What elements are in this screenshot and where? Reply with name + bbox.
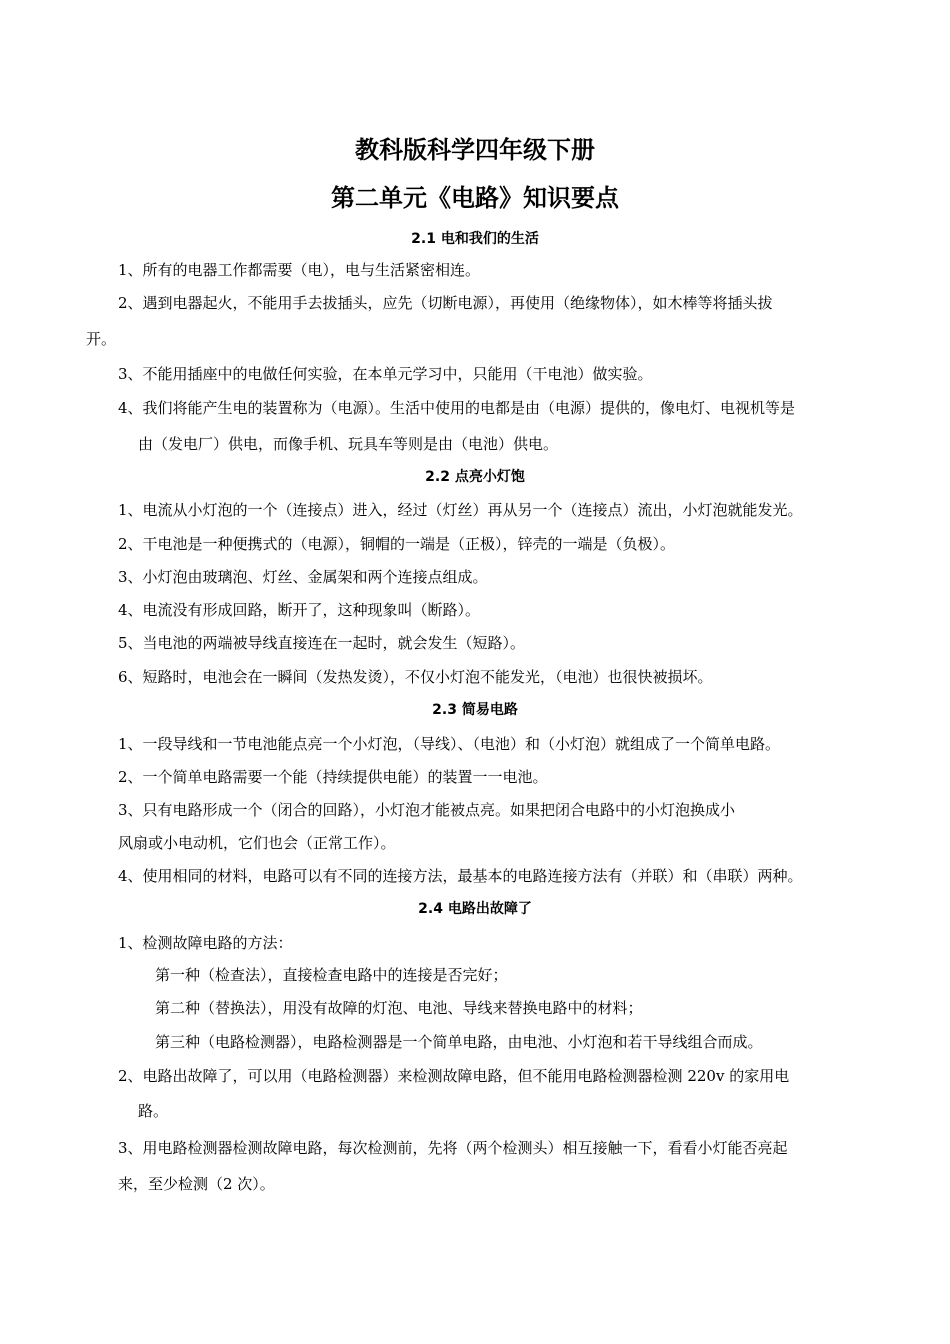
paragraph-2-1-item-2-cont: 开。: [86, 330, 117, 348]
paragraph-2-2-item-2: 2、干电池是一种便携式的（电源），铜帽的一端是（正极），锌壳的一端是（负极）。: [118, 535, 676, 553]
paragraph-2-1-item-3: 3、不能用插座中的电做任何实验，在本单元学习中，只能用（干电池）做实验。: [118, 365, 653, 383]
section-heading-2-3: 2.3 简易电路: [432, 702, 518, 718]
paragraph-2-1-item-4-cont: 由（发电厂）供电，而像手机、玩具车等则是由（电池）供电。: [138, 435, 559, 453]
paragraph-2-2-item-5: 5、当电池的两端被导线直接连在一起时，就会发生（短路）。: [118, 634, 526, 652]
method-3: 第三种（电路检测器），电路检测器是一个简单电路，由电池、小灯泡和若干导线组合而成。: [155, 1033, 763, 1051]
paragraph-2-3-item-3: 3、只有电路形成一个（闭合的回路），小灯泡才能被点亮。如果把闭合电路中的小灯泡换成小: [118, 801, 736, 819]
paragraph-2-2-item-6: 6、短路时，电池会在一瞬间（发热发烫），不仅小灯泡不能发光，（电池）也很快被损坏。: [118, 668, 713, 686]
paragraph-2-4-item-2-cont: 路。: [138, 1102, 169, 1120]
paragraph-2-1-item-2: 2、遇到电器起火，不能用手去拔插头，应先（切断电源），再使用（绝缘物体），如木棒等将插头拔: [118, 294, 773, 312]
document-subtitle: 第二单元《电路》知识要点: [331, 184, 619, 212]
paragraph-2-2-item-4: 4、电流没有形成回路，断开了，这种现象叫（断路）。: [118, 601, 481, 619]
paragraph-2-3-item-1: 1、一段导线和一节电池能点亮一个小灯泡，（导线）、（电池）和（小灯泡）就组成了一个简单电路。: [118, 735, 781, 753]
paragraph-2-2-item-1: 1、电流从小灯泡的一个（连接点）进入，经过（灯丝）再从另一个（连接点）流出，小灯泡就能发光。: [118, 501, 803, 519]
paragraph-2-3-item-2: 2、一个简单电路需要一个能（持续提供电能）的装置一一电池。: [118, 768, 548, 786]
paragraph-2-3-item-3-cont: 风扇或小电动机，它们也会（正常工作）。: [118, 834, 396, 852]
paragraph-2-2-item-3: 3、小灯泡由玻璃泡、灯丝、金属架和两个连接点组成。: [118, 568, 488, 586]
paragraph-2-1-item-1: 1、所有的电器工作都需要（电），电与生活紧密相连。: [118, 261, 481, 279]
section-heading-2-4: 2.4 电路出故障了: [418, 901, 532, 917]
paragraph-2-1-item-4: 4、我们将能产生电的装置称为（电源）。生活中使用的电都是由（电源）提供的，像电灯、电视机等是: [118, 399, 796, 417]
paragraph-2-4-item-1: 1、检测故障电路的方法：: [118, 934, 293, 952]
section-heading-2-2: 2.2 点亮小灯饱: [425, 469, 525, 485]
paragraph-2-4-item-3: 3、用电路检测器检测故障电路，每次检测前，先将（两个检测头）相互接触一下，看看小灯能否亮起: [118, 1139, 788, 1157]
section-heading-2-1: 2.1 电和我们的生活: [411, 231, 539, 247]
document-title: 教科版科学四年级下册: [355, 136, 595, 164]
method-1: 第一种（检查法），直接检查电路中的连接是否完好；: [155, 966, 508, 984]
paragraph-2-4-item-2: 2、电路出故障了，可以用（电路检测器）来检测故障电路，但不能用电路检测器检测 220v 的家用电: [118, 1067, 790, 1085]
method-2: 第二种（替换法），用没有故障的灯泡、电池、导线来替换电路中的材料；: [155, 999, 643, 1017]
paragraph-2-3-item-4: 4、使用相同的材料，电路可以有不同的连接方法，最基本的电路连接方法有（并联）和（串联）两种。: [118, 867, 803, 885]
paragraph-2-4-item-3-cont: 来，至少检测（2 次）。: [118, 1175, 275, 1193]
